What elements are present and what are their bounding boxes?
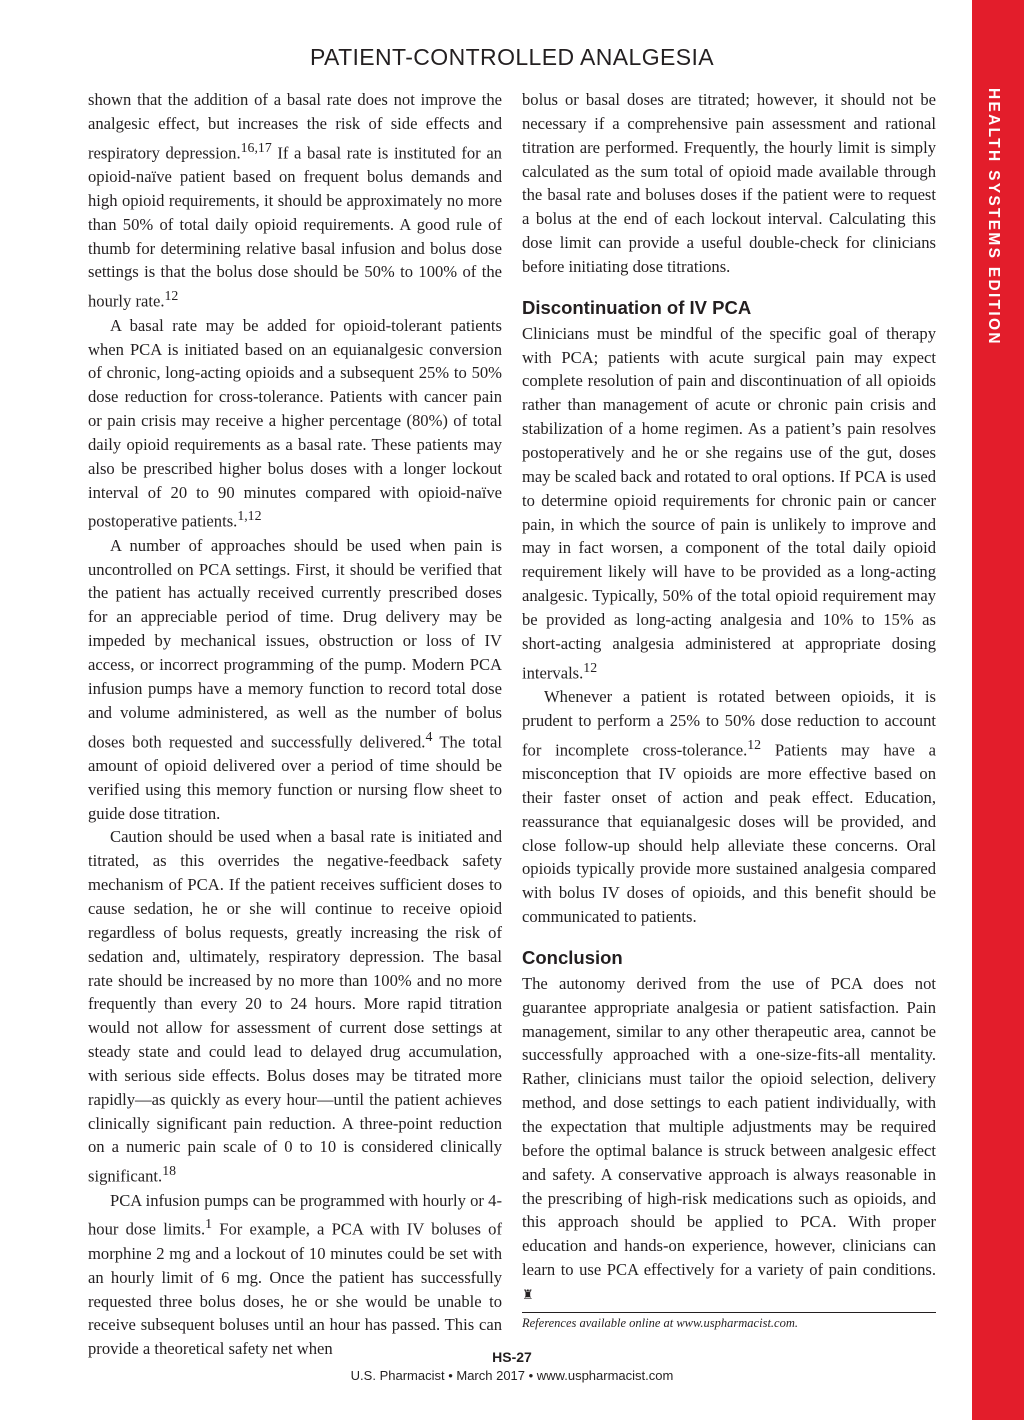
body-paragraph: The autonomy derived from the use of PCA does not guarantee appropriate analgesia or patient satisfaction. Pain management, similar to any other therapeutic area, cannot be successfully approached with a one-size-fits-all mentality. Rather, clinicians must tailor the opioid selection, delivery method, and dose settings to each patient individually, with the expectation that multiple adjustments may be required before the optimal balance is struck between analgesic effect and safety. A conservative approach is always reasonable in the prescribing of high-risk medications such as opioids, and this approach should be applied to PCA. With proper education and hands-on experience, however, clinicians can learn to use PCA effectively for a variety of pain conditions. ♜: [522, 973, 936, 1302]
citation: 16,17: [240, 139, 272, 155]
end-mark-icon: ♜: [522, 1286, 534, 1302]
body-paragraph: Clinicians must be mindful of the specific goal of therapy with PCA; patients with acute surgical pain may expect complete resolution of pain and discontinuation of all opioids rather than management of acute or chronic pain crisis and stabilization of a home regimen. As a patient’s pain resolves postoperatively and he or she regains use of the gut, doses may be scaled back and rotated to oral options. If PCA is used to determine opioid requirements for chronic pain or cancer pain, in which the source of pain is unlikely to improve and may in fact worsen, a component of the total daily opioid requirement likely will have to be provided as a long-acting analgesic. Typically, 50% of the total opioid requirement may be provided as long-acting analgesia and 10% to 15% as short-acting analgesia administered at appropriate dosing intervals.$^{12}$: [522, 323, 936, 683]
running-head: PATIENT-CONTROLLED ANALGESIA: [310, 44, 714, 70]
side-accent-bar: [972, 0, 1024, 1420]
body-paragraph: A number of approaches should be used when pain is uncontrolled on PCA settings. First, it should be verified that the patient has actually received currently prescribed doses for an appreciable period of time. Drug delivery may be impeded by mechanical issues, obstruction or loss of IV access, or incorrect programming of the pump. Modern PCA infusion pumps have a memory function to record total dose and volume administered, as well as the number of bolus doses both requested and successfully delivered.$^4$ The total amount of opioid delivered over a period of time should be verified using this memory function or nursing flow sheet to guide dose titration.: [88, 535, 502, 823]
page-number: HS-27: [492, 1349, 532, 1365]
body-paragraph: Caution should be used when a basal rate is initiated and titrated, as this overrides the negative-feedback safety mechanism of PCA. If the patient receives sufficient doses to cause sedation, he or she will continue to receive opioid regardless of bolus requests, greatly increasing the risk of sedation and, ultimately, respiratory depression. The basal rate should be increased by no more than 100% and no more frequently than every 20 to 24 hours. More rapid titration would not allow for assessment of current dose settings at steady state and could lead to delayed drug accumulation, with serious side effects. Bolus doses may be titrated more rapidly—as quickly as every hour—until the patient achieves clinically significant pain reduction. A three-point reduction on a numeric pain scale of 0 to 10 is considered clinically significant.$^{18}$: [88, 827, 502, 1186]
citation: 1: [205, 1216, 213, 1232]
references-divider: [522, 1312, 936, 1313]
body-paragraph: bolus or basal doses are titrated; however, it should not be necessary if a comprehensive pain assessment and rational titration are performed. Frequently, the hourly limit is simply calculated as the sum total of opioid made available through the basal rate and boluses doses if the patient were to request a bolus at the end of each lockout interval. Calculating this dose limit can provide a useful double-check for clinicians before initiating dose titrations.: [522, 90, 936, 276]
citation: 1,12: [237, 508, 262, 524]
citation: 4: [425, 728, 433, 744]
citation: 12: [164, 288, 179, 304]
left-column: [88, 88, 502, 1361]
publication-line: U.S. Pharmacist • March 2017 • www.uspharmacist.com: [350, 1368, 674, 1383]
body-paragraph: A basal rate may be added for opioid-tolerant patients when PCA is initiated based on an equianalgesic conversion of chronic, long-acting opioids and a subsequent 25% to 50% dose reduction for cross-tolerance. Patients with cancer pain or pain crisis may receive a higher percentage (80%) of total daily opioid requirements as a basal rate. These patients may also be prescribed higher bolus doses with a longer lockout interval of 20 to 90 minutes compared with opioid-naïve postoperative patients.$^{1,12}$: [88, 315, 502, 531]
body-paragraph: shown that the addition of a basal rate does not improve the analgesic effect, but increases the risk of side effects and respiratory depression.$^{16,17}$ If a basal rate is instituted for an opioid-naïve patient based on frequent bolus demands and high opioid requirements, it should be approximately no more than 50% of total daily opioid requirements. A good rule of thumb for determining relative basal infusion and bolus dose settings is that the bolus dose should be 50% to 100% of the hourly rate.$^{12}$: [88, 90, 502, 311]
section-heading: Discontinuation of IV PCA: [522, 296, 752, 318]
citation: 12: [583, 659, 598, 675]
citation: 18: [162, 1163, 177, 1179]
section-heading: Conclusion: [522, 946, 623, 968]
body-paragraph: Whenever a patient is rotated between opioids, it is prudent to perform a 25% to 50% dose reduction to account for incomplete cross-tolerance.$^{12}$ Patients may have a misconception that IV opioids are more effective based on their faster onset of action and peak effect. Education, reassurance that equianalgesic doses will be provided, and close follow-up should help alleviate these concerns. Oral opioids typically provide more sustained analgesia compared with bolus IV doses of opioids, and this benefit should be communicated to patients.: [522, 686, 936, 927]
citation: 12: [747, 736, 762, 752]
page-footer: [88, 1348, 936, 1385]
references-note: References available online at www.uspharmacist.com.: [522, 1315, 798, 1330]
right-column: [522, 88, 936, 1332]
side-edition-label: HEALTH SYSTEMS EDITION: [985, 88, 1002, 346]
body-paragraph: PCA infusion pumps can be programmed with hourly or 4-hour dose limits.$^1$ For example, a PCA with IV boluses of morphine 2 mg and a lockout of 10 minutes could be set with an hourly limit of 6 mg. Once the patient has successfully requested three bolus doses, he or she would be unable to receive subsequent boluses until an hour has passed. This can provide a theoretical safety net when: [88, 1190, 502, 1359]
